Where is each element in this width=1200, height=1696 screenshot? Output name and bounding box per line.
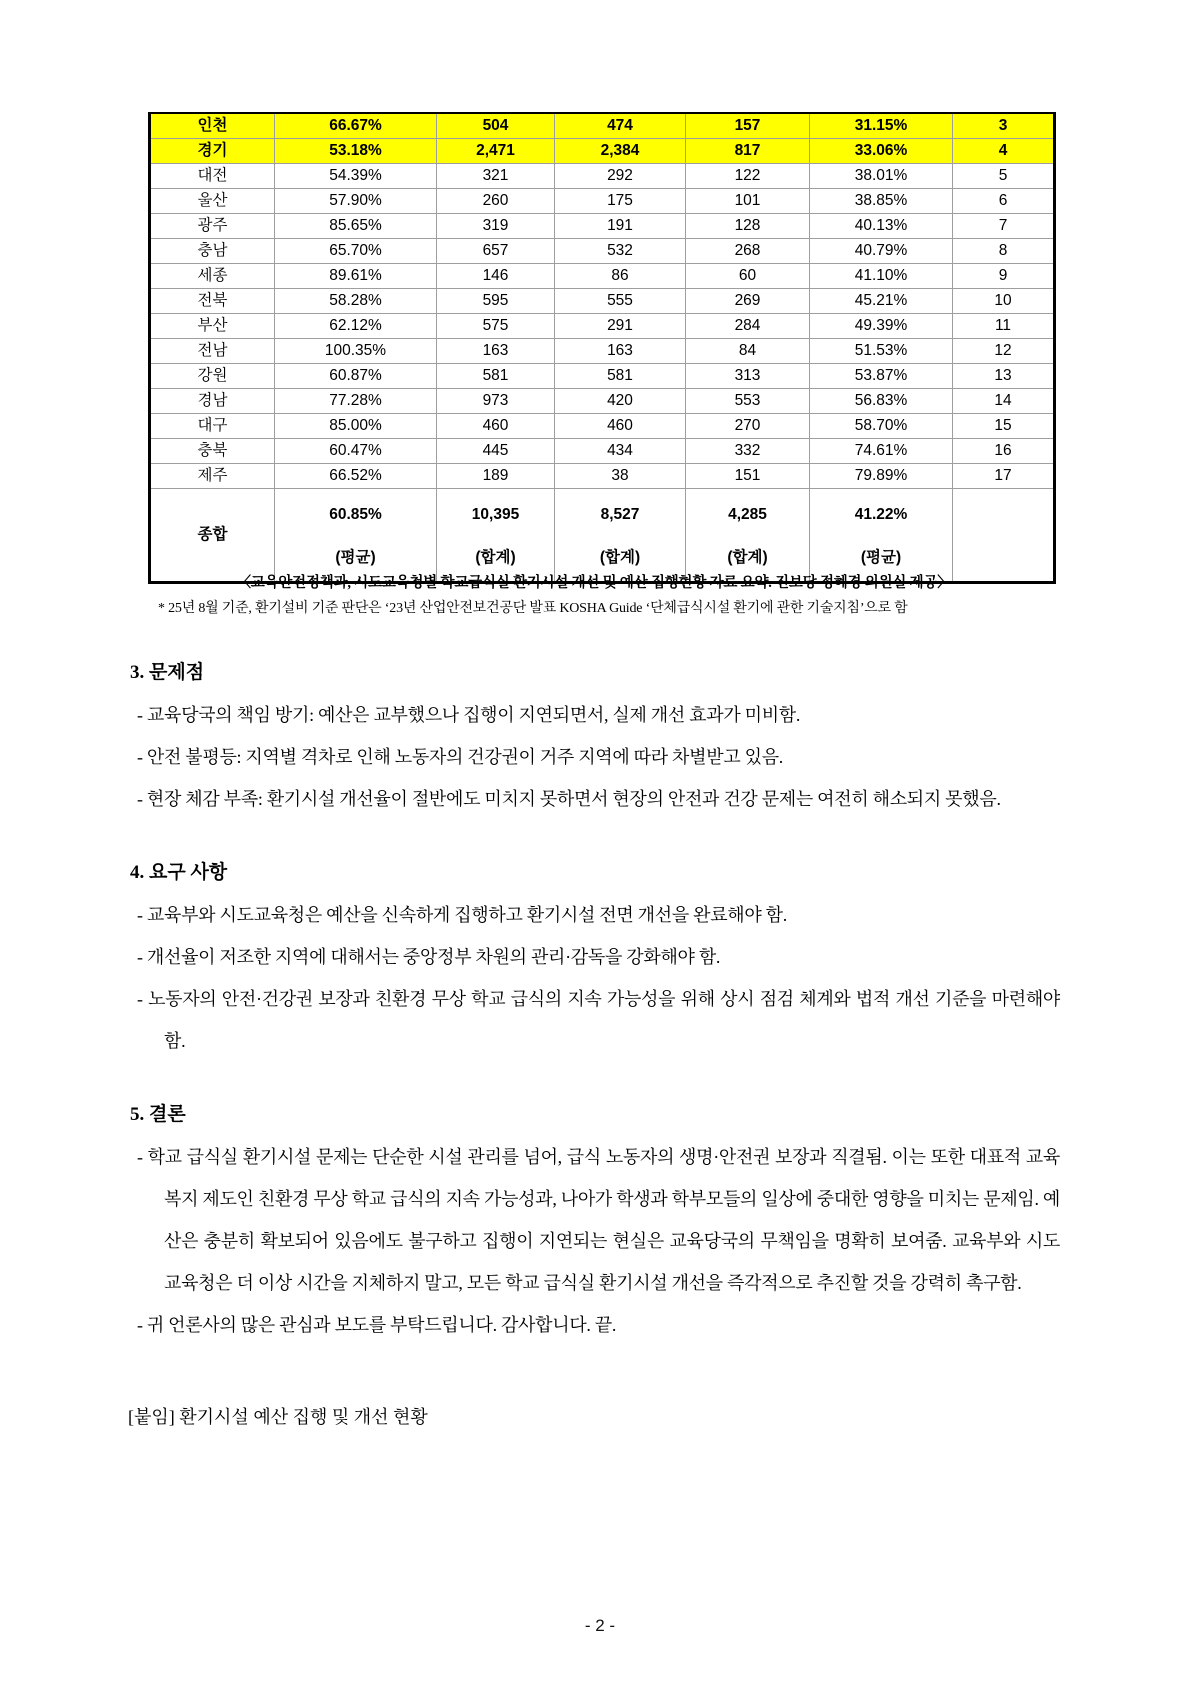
value-cell: 38.85% [810, 189, 953, 214]
table-row [150, 289, 1055, 314]
rank-cell: 10 [953, 289, 1055, 314]
value-cell: 817 [686, 139, 810, 164]
summary-value-label: (합계) [475, 549, 516, 566]
value-cell: 40.13% [810, 214, 953, 239]
region-cell: 인천 [150, 113, 275, 139]
value-cell: 460 [437, 414, 555, 439]
value-cell: 79.89% [810, 464, 953, 489]
table-row [150, 314, 1055, 339]
value-cell: 56.83% [810, 389, 953, 414]
region-cell: 경남 [150, 389, 275, 414]
region-stats-table [148, 112, 1056, 584]
rank-cell: 7 [953, 214, 1055, 239]
region-cell: 부산 [150, 314, 275, 339]
value-cell: 270 [686, 414, 810, 439]
bullet-item: - 교육부와 시도교육청은 예산을 신속하게 집행하고 환기시설 전면 개선을 완료해야 함. [137, 905, 787, 925]
summary-value-label: (평균) [335, 549, 376, 566]
value-cell: 57.90% [275, 189, 437, 214]
value-cell: 189 [437, 464, 555, 489]
value-cell: 53.87% [810, 364, 953, 389]
rank-cell: 15 [953, 414, 1055, 439]
value-cell: 313 [686, 364, 810, 389]
value-cell: 41.10% [810, 264, 953, 289]
region-cell: 세종 [150, 264, 275, 289]
table-row [150, 389, 1055, 414]
section [128, 860, 1060, 1062]
value-cell: 53.18% [275, 139, 437, 164]
value-cell: 77.28% [275, 389, 437, 414]
value-cell: 157 [686, 113, 810, 139]
rank-cell: 3 [953, 113, 1055, 139]
bullet-item: - 교육당국의 책임 방기: 예산은 교부했으나 집행이 지연되면서, 실제 개선 효과가 미비함. [137, 705, 801, 725]
region-cell: 경기 [150, 139, 275, 164]
value-cell: 2,471 [437, 139, 555, 164]
value-cell: 474 [555, 113, 686, 139]
region-cell: 대전 [150, 164, 275, 189]
value-cell: 86 [555, 264, 686, 289]
region-cell: 대구 [150, 414, 275, 439]
rank-cell: 13 [953, 364, 1055, 389]
rank-cell: 12 [953, 339, 1055, 364]
table-row [150, 364, 1055, 389]
attachment-line: [붙임] 환기시설 예산 집행 및 개선 현황 [128, 1407, 428, 1427]
rank-cell: 14 [953, 389, 1055, 414]
table-summary [150, 489, 1055, 583]
table-row [150, 439, 1055, 464]
bullet-item: - 학교 급식실 환기시설 문제는 단순한 시설 관리를 넘어, 급식 노동자의 생명·안전권 보장과 직결됨. 이는 또한 대표적 교육 복지 제도인 친환경 무상 학교 급식의 지속 가능성과, 나아가 학생과 학부모들의 일상에 중대한 영향을 미치는 문제임. 예산은 충분히 확보되어 있음에도 불구하고 집행이 지연되는 현실은 교육당국의 무책임을 명확히 보여줌. 교육부와 시도교육청은 더 이상 시간을 지체하지 말고, 모든 학교 급식실 환기시설 개선을 즉각적으로 추진할 것을 강력히 촉구함. [137, 1147, 1060, 1293]
value-cell: 45.21% [810, 289, 953, 314]
content-area [128, 572, 1060, 1430]
value-cell: 66.67% [275, 113, 437, 139]
value-cell: 58.28% [275, 289, 437, 314]
table-summary-row [150, 489, 1055, 583]
sections-container [128, 660, 1060, 1346]
value-cell: 84 [686, 339, 810, 364]
value-cell: 284 [686, 314, 810, 339]
value-cell: 60.47% [275, 439, 437, 464]
value-cell: 151 [686, 464, 810, 489]
value-cell: 581 [555, 364, 686, 389]
value-cell: 163 [437, 339, 555, 364]
value-cell: 89.61% [275, 264, 437, 289]
value-cell: 532 [555, 239, 686, 264]
value-cell: 74.61% [810, 439, 953, 464]
value-cell: 62.12% [275, 314, 437, 339]
value-cell: 581 [437, 364, 555, 389]
summary-value-label: (합계) [727, 549, 768, 566]
value-cell: 595 [437, 289, 555, 314]
value-cell: 40.79% [810, 239, 953, 264]
value-cell: 60.87% [275, 364, 437, 389]
table-row [150, 214, 1055, 239]
table-row [150, 239, 1055, 264]
summary-label-cell: 종합 [150, 489, 275, 583]
value-cell: 553 [686, 389, 810, 414]
value-cell: 58.70% [810, 414, 953, 439]
table-data-rows [150, 113, 1055, 489]
value-cell: 191 [555, 214, 686, 239]
value-cell: 100.35% [275, 339, 437, 364]
value-cell: 575 [437, 314, 555, 339]
rank-cell: 8 [953, 239, 1055, 264]
value-cell: 321 [437, 164, 555, 189]
summary-value-label: (합계) [599, 549, 641, 566]
region-cell: 광주 [150, 214, 275, 239]
summary-value: 8,527 [600, 505, 640, 523]
value-cell: 51.53% [810, 339, 953, 364]
table-row [150, 164, 1055, 189]
value-cell: 292 [555, 164, 686, 189]
value-cell: 260 [437, 189, 555, 214]
value-cell: 49.39% [810, 314, 953, 339]
page-number: - 2 - [584, 1616, 616, 1635]
bullet-item: - 귀 언론사의 많은 관심과 보도를 부탁드립니다. 감사합니다. 끝. [137, 1315, 617, 1335]
value-cell: 175 [555, 189, 686, 214]
rank-cell: 5 [953, 164, 1055, 189]
value-cell: 2,384 [555, 139, 686, 164]
rank-cell: 17 [953, 464, 1055, 489]
rank-cell: 6 [953, 189, 1055, 214]
value-cell: 657 [437, 239, 555, 264]
bullet-item: - 현장 체감 부족: 환기시설 개선율이 절반에도 미치지 못하면서 현장의 안전과 건강 문제는 여전히 해소되지 못했음. [137, 789, 1001, 809]
bullet-item: - 개선율이 저조한 지역에 대해서는 중앙정부 차원의 관리·감독을 강화해야 함. [137, 947, 721, 967]
value-cell: 65.70% [275, 239, 437, 264]
summary-value: 41.22% [854, 505, 908, 523]
value-cell: 38 [555, 464, 686, 489]
value-cell: 85.65% [275, 214, 437, 239]
value-cell: 332 [686, 439, 810, 464]
value-cell: 33.06% [810, 139, 953, 164]
region-cell: 전남 [150, 339, 275, 364]
summary-cell [686, 489, 810, 583]
rank-cell: 4 [953, 139, 1055, 164]
value-cell: 291 [555, 314, 686, 339]
section-heading: 4. 요구 사항 [130, 862, 228, 883]
section [128, 660, 1060, 820]
summary-cell [437, 489, 555, 583]
bullet-item: - 안전 불평등: 지역별 격차로 인해 노동자의 건강권이 거주 지역에 따라 차별받고 있음. [137, 747, 783, 767]
value-cell: 54.39% [275, 164, 437, 189]
value-cell: 146 [437, 264, 555, 289]
region-cell: 전북 [150, 289, 275, 314]
value-cell: 973 [437, 389, 555, 414]
value-cell: 434 [555, 439, 686, 464]
table-row [150, 139, 1055, 164]
table-row [150, 113, 1055, 139]
region-cell: 제주 [150, 464, 275, 489]
summary-cell [275, 489, 437, 583]
table-footnote: * 25년 8월 기준, 환기설비 기준 판단은 ‘23년 산업안전보건공단 발표 KOSHA Guide ‘단체급식시설 환기에 관한 기술지침’으로 함 [158, 601, 908, 616]
bullet-item: - 노동자의 안전·건강권 보장과 친환경 무상 학교 급식의 지속 가능성을 위해 상시 점검 체계와 법적 개선 기준을 마련해야 함. [137, 989, 1060, 1051]
region-cell: 충북 [150, 439, 275, 464]
region-cell: 충남 [150, 239, 275, 264]
rank-cell: 11 [953, 314, 1055, 339]
value-cell: 460 [555, 414, 686, 439]
value-cell: 445 [437, 439, 555, 464]
region-cell: 강원 [150, 364, 275, 389]
summary-value: 10,395 [471, 505, 520, 523]
table-row [150, 339, 1055, 364]
summary-value: 60.85% [329, 505, 382, 523]
summary-value: 4,285 [728, 505, 767, 523]
value-cell: 31.15% [810, 113, 953, 139]
region-cell: 울산 [150, 189, 275, 214]
table-row [150, 189, 1055, 214]
summary-value-label: (평균) [860, 549, 902, 566]
table-caption: 〈교육안전정책과, 시도교육청별 학교급식실 환기시설 개선 및 예산 집행현황 자료 요약. 진보당 정혜경 의원실 제공〉 [236, 575, 952, 591]
value-cell: 38.01% [810, 164, 953, 189]
summary-cell [810, 489, 953, 583]
value-cell: 128 [686, 214, 810, 239]
value-cell: 122 [686, 164, 810, 189]
value-cell: 85.00% [275, 414, 437, 439]
value-cell: 269 [686, 289, 810, 314]
table-row [150, 414, 1055, 439]
value-cell: 504 [437, 113, 555, 139]
section [128, 1102, 1060, 1346]
value-cell: 268 [686, 239, 810, 264]
value-cell: 319 [437, 214, 555, 239]
value-cell: 555 [555, 289, 686, 314]
rank-cell: 9 [953, 264, 1055, 289]
value-cell: 66.52% [275, 464, 437, 489]
section-heading: 3. 문제점 [130, 662, 205, 683]
rank-cell: 16 [953, 439, 1055, 464]
value-cell: 60 [686, 264, 810, 289]
section-heading: 5. 결론 [130, 1104, 186, 1125]
value-cell: 101 [686, 189, 810, 214]
value-cell: 420 [555, 389, 686, 414]
summary-cell [555, 489, 686, 583]
table-row [150, 264, 1055, 289]
summary-rank-cell [953, 489, 1055, 583]
value-cell: 163 [555, 339, 686, 364]
table-row [150, 464, 1055, 489]
